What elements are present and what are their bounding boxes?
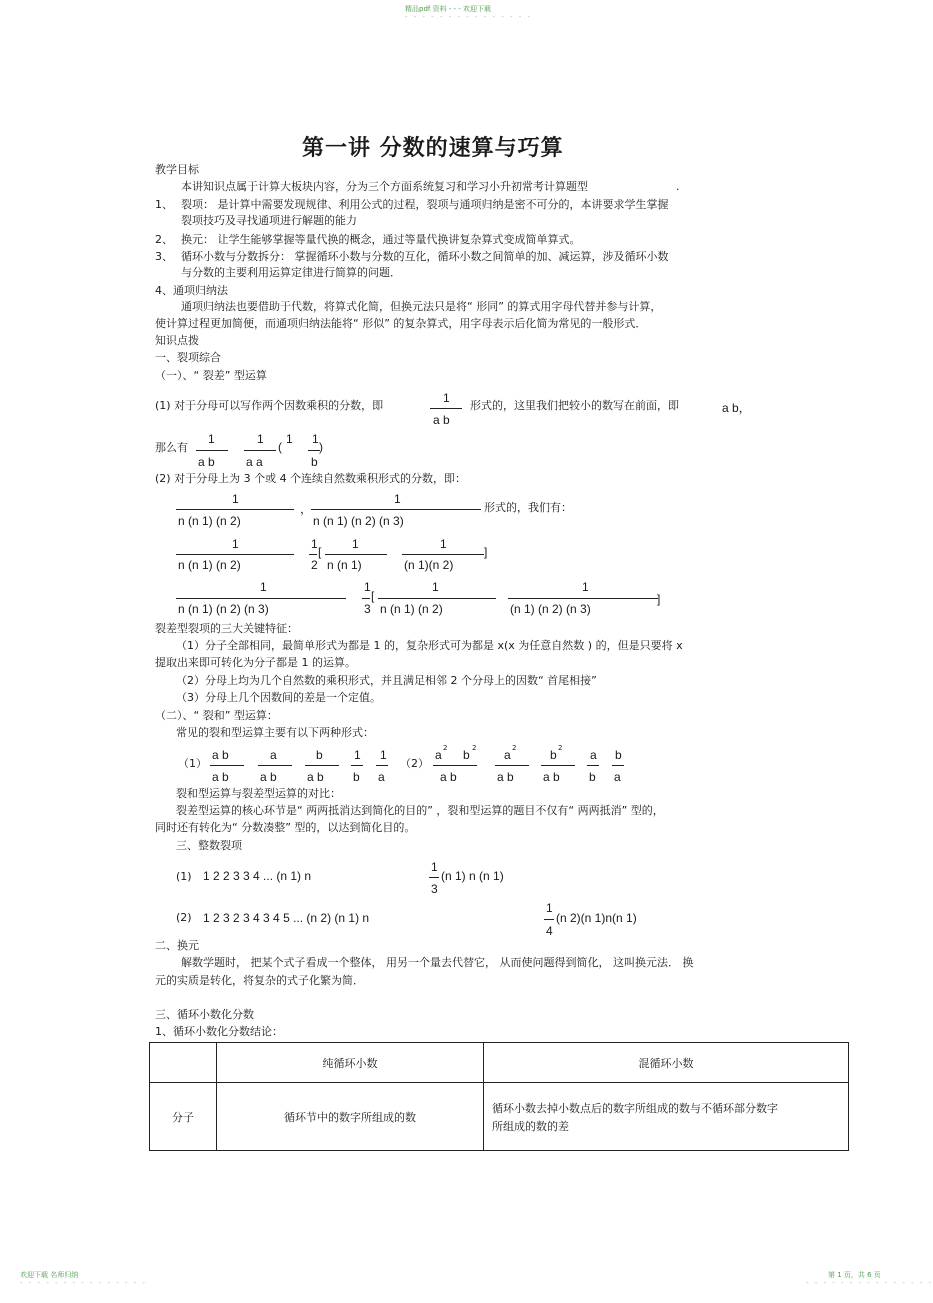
sum-g3-bar <box>541 765 575 766</box>
frac-1-bar <box>430 408 462 409</box>
sum-g5-num: b <box>615 748 622 762</box>
frac-1-den: a b <box>433 413 450 427</box>
sum-form-2-label: （2） <box>400 757 429 770</box>
table-cell-mixed-line-1: 循环小数去掉小数点后的数字所组成的数与不循环部分数字 <box>492 1101 778 1115</box>
frac-7-num: 1 <box>394 492 401 506</box>
sum-g2-bar <box>495 765 529 766</box>
footer-left: 欢迎下载 名师归纳 <box>20 1271 79 1279</box>
point-1-text-b: 形式的，这里我们把较小的数写在前面，即 <box>470 399 679 412</box>
sum-g1-bar <box>433 765 477 766</box>
goal-2-text: 换元： 让学生能够掌握等量代换的概念，通过等量代换讲复杂算式变成简单算式。 <box>181 233 581 246</box>
sum-f3-bar <box>305 765 339 766</box>
sum-g1-b-sq: 2 <box>472 744 477 752</box>
frac-6-bar <box>176 509 294 510</box>
goal-2-num: 2、 <box>155 233 173 246</box>
table-row <box>150 1083 849 1151</box>
frac-4-num: 1 <box>286 432 293 446</box>
table-cell-mixed <box>484 1083 849 1151</box>
int-2-quarter-den: 4 <box>546 924 553 938</box>
section-3b-item-1: 1、循环小数化分数结论： <box>155 1025 283 1038</box>
int-1-third-den: 3 <box>431 882 438 896</box>
sum-f4-num: 1 <box>354 748 361 762</box>
goal-4-text-cont: 使计算过程更加简便，而通项归纳法能将“ 形似” 的复杂算式，用字母表示后化简为常见的一般形式． <box>155 317 647 330</box>
goal-3-num: 3、 <box>155 250 173 263</box>
int-1-expr: 1 2 2 3 3 4 ... (n 1) n <box>203 869 312 883</box>
bracket-left: [ <box>318 545 322 559</box>
footer-page-number: 第 1 页，共 6 页 <box>828 1271 881 1279</box>
goals-intro-end: . <box>676 180 680 193</box>
table-row-label: 分子 <box>150 1083 217 1151</box>
frac-12-den: n (n 1) (n 2) <box>380 602 443 616</box>
frac-13-bar <box>508 598 658 599</box>
frac-9-den: n (n 1) <box>327 558 362 572</box>
table-header-row <box>150 1043 849 1083</box>
sum-g3-b-sq: 2 <box>558 744 563 752</box>
frac-8-den: n (n 1) (n 2) <box>178 558 241 572</box>
half-num: 1 <box>311 537 318 551</box>
table-cell-mixed-line-2: 所组成的数的差 <box>492 1119 569 1133</box>
int-1-third-num: 1 <box>431 860 438 874</box>
frac-5-den: b <box>311 455 318 469</box>
key-feature-1-cont: 提取出来即可转化为分子都是 1 的运算。 <box>155 656 356 669</box>
sum-g1-b: b <box>463 748 470 762</box>
third-num: 1 <box>364 580 371 594</box>
subsection-1-heading: （一）、“ 裂差” 型运算 <box>155 369 267 382</box>
bracket-left-2: [ <box>371 589 375 603</box>
table-header-cell: 混循环小数 <box>484 1043 849 1083</box>
table-header-cell <box>150 1043 217 1083</box>
bracket-right: ] <box>484 545 488 559</box>
int-1-label: (1) <box>176 870 192 883</box>
frac-3-num: 1 <box>257 432 264 446</box>
point-1-text: (1) 对于分母可以写作两个因数乘积的分数，即 <box>155 399 384 412</box>
sum-f3-num: b <box>316 748 323 762</box>
frac-10-den: (n 1)(n 2) <box>404 558 454 572</box>
key-feature-1: （1）分子全部相同，最简单形式为都是 1 的，复杂形式可为都是 x(x 为任意自然数 ) 的，但是只要将 x <box>176 639 683 652</box>
sum-g1-a-sq: 2 <box>443 744 448 752</box>
frac-7-bar <box>311 509 481 510</box>
bracket-right-2: ] <box>657 592 661 606</box>
goal-4-text: 通项归纳法也要借助于代数，将算式化简，但换元法只是将“ 形同” 的算式用字母代替并参与计算， <box>181 300 662 313</box>
comparison-text: 裂差型运算的核心环节是“ 两两抵消达到简化的目的” ，裂和型运算的题目不仅有“ 两两抵消” 型的， <box>176 804 664 817</box>
point-2-text: (2) 对于分母上为 3 个或 4 个连续自然数乘积形式的分数，即： <box>155 472 467 485</box>
sum-f5-num: 1 <box>380 748 387 762</box>
sum-f2-num: a <box>270 748 277 762</box>
third-den: 3 <box>364 602 371 616</box>
int-2-expr: 1 2 3 2 3 4 3 4 5 ... (n 2) (n 1) n <box>203 911 370 925</box>
sum-f5-bar <box>376 765 388 766</box>
goal-1-text-cont: 裂项技巧及寻找通项进行解题的能力 <box>181 214 357 227</box>
frac-6-den: n (n 1) (n 2) <box>178 514 241 528</box>
frac-11-den: n (n 1) (n 2) (n 3) <box>178 602 269 616</box>
sum-g5-den: a <box>614 770 621 784</box>
header-text: 精品pdf 资料 - - - 欢迎下载 <box>405 5 492 13</box>
frac-7-den: n (n 1) (n 2) (n 3) <box>313 514 404 528</box>
key-feature-2: （2）分母上均为几个自然数的乘积形式，并且满足相邻 2 个分母上的因数“ 首尾相接” <box>176 674 597 687</box>
sum-form-1-label: （1） <box>178 757 207 770</box>
sum-f1-bar <box>210 765 244 766</box>
frac-12-num: 1 <box>432 580 439 594</box>
sum-f4-bar <box>351 765 363 766</box>
frac-2-bar <box>196 450 228 451</box>
frac-2-num: 1 <box>208 432 215 446</box>
goal-3-text: 循环小数与分数拆分： 掌握循环小数与分数的互化，循环小数之间简单的加、减运算，涉及循环小数 <box>181 250 669 263</box>
goal-1-text: 裂项： 是计算中需要发现规律、利用公式的过程，裂项与通项归纳是密不可分的，本讲要求学生掌握 <box>181 198 669 211</box>
goals-heading: 教学目标 <box>155 163 199 176</box>
comparison-text-cont: 同时还有转化为“ 分数凑整” 型的，以达到简化目的。 <box>155 821 416 834</box>
third-bar <box>362 598 370 599</box>
sum-g4-num: a <box>590 748 597 762</box>
header-dots: - - - - - - - - - - - - - - - <box>405 13 533 21</box>
point-2-text-b: 形式的，我们有： <box>484 501 572 514</box>
sum-intro: 常见的裂和型运算主要有以下两种形式： <box>176 726 374 739</box>
section-1-heading: 一、裂项综合 <box>155 351 221 364</box>
sum-f4-den: b <box>353 770 360 784</box>
frac-1-num: 1 <box>443 391 450 405</box>
paren-left: ( <box>278 440 282 454</box>
sum-g4-bar <box>587 765 599 766</box>
frac-8-bar <box>176 554 294 555</box>
comparison-heading: 裂和型运算与裂差型运算的对比： <box>176 787 341 800</box>
frac-11-bar <box>176 598 346 599</box>
sum-g3-den: a b <box>543 770 560 784</box>
half-bar <box>309 554 317 555</box>
sum-g4-den: b <box>589 770 596 784</box>
int-1-tail: (n 1) n (n 1) <box>441 869 504 883</box>
section-2-heading: 二、换元 <box>155 939 199 952</box>
frac-11-num: 1 <box>260 580 267 594</box>
frac-2-den: a b <box>198 455 215 469</box>
sum-g2-den: a b <box>497 770 514 784</box>
sum-g1-a: a <box>435 748 442 762</box>
int-2-tail: (n 2)(n 1)n(n 1) <box>556 911 637 925</box>
int-2-quarter-num: 1 <box>546 901 553 915</box>
sum-g2-a: a <box>504 748 511 762</box>
goal-3-text-cont: 与分数的主要利用运算定律进行简算的问题． <box>181 266 401 279</box>
table-cell-pure: 循环节中的数字所组成的数 <box>217 1083 484 1151</box>
sum-g3-b: b <box>550 748 557 762</box>
frac-8-num: 1 <box>232 537 239 551</box>
table-header-cell: 纯循环小数 <box>217 1043 484 1083</box>
frac-3-bar <box>244 450 276 451</box>
footer-right-dots: - - - - - - - - - - - - - - - <box>806 1279 933 1287</box>
substitution-text: 解数学题时， 把某个式子看成一个整体， 用另一个量去代替它， 从而使问题得到简化， 这叫换元法． 换 <box>181 956 694 969</box>
frac-6-num: 1 <box>232 492 239 506</box>
half-den: 2 <box>311 558 318 572</box>
sum-f3-den: a b <box>307 770 324 784</box>
frac-9-bar <box>325 554 387 555</box>
goal-4-heading: 4、通项归纳法 <box>155 284 228 297</box>
frac-10-bar <box>402 554 484 555</box>
paren-right: ) <box>319 440 323 454</box>
frac-5-num: 1 <box>312 432 319 446</box>
frac-9-num: 1 <box>352 537 359 551</box>
sum-g2-a-sq: 2 <box>512 744 517 752</box>
sum-g1-den: a b <box>440 770 457 784</box>
point-1-ab: a b， <box>722 401 751 415</box>
footer-left-dots: - - - - - - - - - - - - - - - <box>20 1279 148 1287</box>
sum-g5-bar <box>612 765 624 766</box>
int-2-label: (2) <box>176 911 192 924</box>
section-3b-heading: 三、循环小数化分数 <box>155 1008 254 1021</box>
frac-10-num: 1 <box>440 537 447 551</box>
sum-f1-num: a b <box>212 748 229 762</box>
frac-13-den: (n 1) (n 2) (n 3) <box>510 602 591 616</box>
section-3-heading: 三、整数裂项 <box>176 839 242 852</box>
key-features-heading: 裂差型裂项的三大关键特征： <box>155 622 298 635</box>
sum-f2-den: a b <box>260 770 277 784</box>
sum-f2-bar <box>258 765 292 766</box>
page-title: 第一讲 分数的速算与巧算 <box>302 136 564 161</box>
goal-1-num: 1、 <box>155 198 173 211</box>
sum-f1-den: a b <box>212 770 229 784</box>
key-feature-3: （3）分母上几个因数间的差是一个定值。 <box>176 691 381 704</box>
frac-3-den: a a <box>246 455 263 469</box>
goals-intro: 本讲知识点属于计算大板块内容，分为三个方面系统复习和学习小升初常考计算题型 <box>181 180 588 193</box>
substitution-text-cont: 元的实质是转化，将复杂的式子化繁为简． <box>155 974 364 987</box>
int-2-quarter-bar <box>544 919 554 920</box>
points-heading: 知识点拨 <box>155 334 199 347</box>
repeating-decimal-table <box>149 1042 849 1151</box>
subsection-2-heading: （二）、“ 裂和” 型运算： <box>155 709 278 722</box>
comma: ， <box>300 502 313 516</box>
frac-13-num: 1 <box>582 580 589 594</box>
sum-f5-den: a <box>378 770 385 784</box>
frac-12-bar <box>378 598 496 599</box>
int-1-third-bar <box>429 877 439 878</box>
then-label: 那么有 <box>155 441 188 454</box>
